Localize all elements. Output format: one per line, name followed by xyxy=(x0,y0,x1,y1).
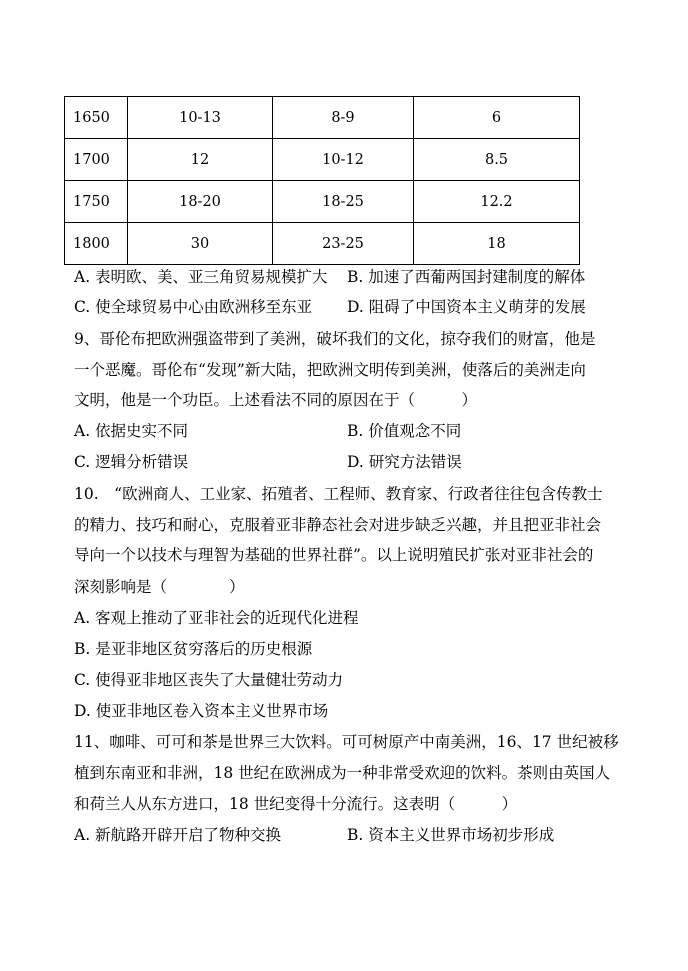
q11-option-b: B. 资本主义世界市场初步形成 xyxy=(347,826,555,844)
q10-option-d: D. 使亚非地区卷入资本主义世界市场 xyxy=(74,702,329,720)
table-cell-value: 18-20 xyxy=(128,181,273,223)
q11-stem-line-2: 植到东南亚和非洲，18 世纪在欧洲成为一种非常受欢迎的饮料。茶则由英国人 xyxy=(74,764,611,782)
q10-stem-line-3: 导向一个以技术与理智为基础的世界社群”。以上说明殖民扩张对亚非社会的 xyxy=(74,546,594,564)
q10-option-c: C. 使得亚非地区丧失了大量健壮劳动力 xyxy=(74,671,344,689)
q9-stem-line-3: 文明，他是一个功臣。上述看法不同的原因在于（ ） xyxy=(74,391,478,409)
table-row xyxy=(65,223,580,265)
q10-stem-line-4: 深刻影响是（ ） xyxy=(74,578,245,596)
table-cell-value: 23-25 xyxy=(273,223,414,265)
q11-option-a: A. 新航路开辟开启了物种交换 xyxy=(74,826,282,844)
table-cell-year: 1700 xyxy=(65,139,128,181)
q9-stem-line-1: 9、哥伦布把欧洲强盗带到了美洲，破坏我们的文化，掠夺我们的财富，他是 xyxy=(74,330,596,348)
q8-option-a: A. 表明欧、美、亚三角贸易规模扩大 xyxy=(74,268,328,286)
q9-option-a: A. 依据史实不同 xyxy=(74,422,189,440)
q8-option-b: B. 加速了西葡两国封建制度的解体 xyxy=(347,268,586,286)
q9-option-b: B. 价值观念不同 xyxy=(347,422,462,440)
table-cell-value: 8-9 xyxy=(273,97,414,139)
q10-option-a: A. 客观上推动了亚非社会的近现代化进程 xyxy=(74,609,359,627)
table-cell-value: 30 xyxy=(128,223,273,265)
table-cell-year: 1650 xyxy=(65,97,128,139)
q10-stem-line-2: 的精力、技巧和耐心，克服着亚非静态社会对进步缺乏兴趣，并且把亚非社会 xyxy=(74,516,602,534)
q9-option-d: D. 研究方法错误 xyxy=(347,453,462,471)
data-table xyxy=(64,96,580,265)
table-cell-value: 8.5 xyxy=(414,139,580,181)
table-row xyxy=(65,181,580,223)
table-row xyxy=(65,97,580,139)
q11-stem-line-3: 和荷兰人从东方进口，18 世纪变得十分流行。这表明（ ） xyxy=(74,795,518,813)
q10-option-b: B. 是亚非地区贫穷落后的历史根源 xyxy=(74,640,313,658)
q9-option-c: C. 逻辑分析错误 xyxy=(74,453,189,471)
table-row xyxy=(65,139,580,181)
q8-option-d: D. 阻碍了中国资本主义萌芽的发展 xyxy=(347,298,586,316)
q11-stem-line-1: 11、咖啡、可可和茶是世界三大饮料。可可树原产中南美洲，16、17 世纪被移 xyxy=(74,733,619,751)
q10-stem-line-1: 10. “欧洲商人、工业家、拓殖者、工程师、教育家、行政者往往包含传教士 xyxy=(74,485,603,503)
q8-option-c: C. 使全球贸易中心由欧洲移至东亚 xyxy=(74,298,313,316)
table-cell-year: 1800 xyxy=(65,223,128,265)
table-cell-value: 18 xyxy=(414,223,580,265)
table-cell-value: 10-13 xyxy=(128,97,273,139)
table-cell-value: 12 xyxy=(128,139,273,181)
table-cell-value: 12.2 xyxy=(414,181,580,223)
table-cell-year: 1750 xyxy=(65,181,128,223)
table-cell-value: 10-12 xyxy=(273,139,414,181)
table-cell-value: 18-25 xyxy=(273,181,414,223)
q9-stem-line-2: 一个恶魔。哥伦布“发现”新大陆，把欧洲文明传到美洲，使落后的美洲走向 xyxy=(74,361,586,379)
table-cell-value: 6 xyxy=(414,97,580,139)
